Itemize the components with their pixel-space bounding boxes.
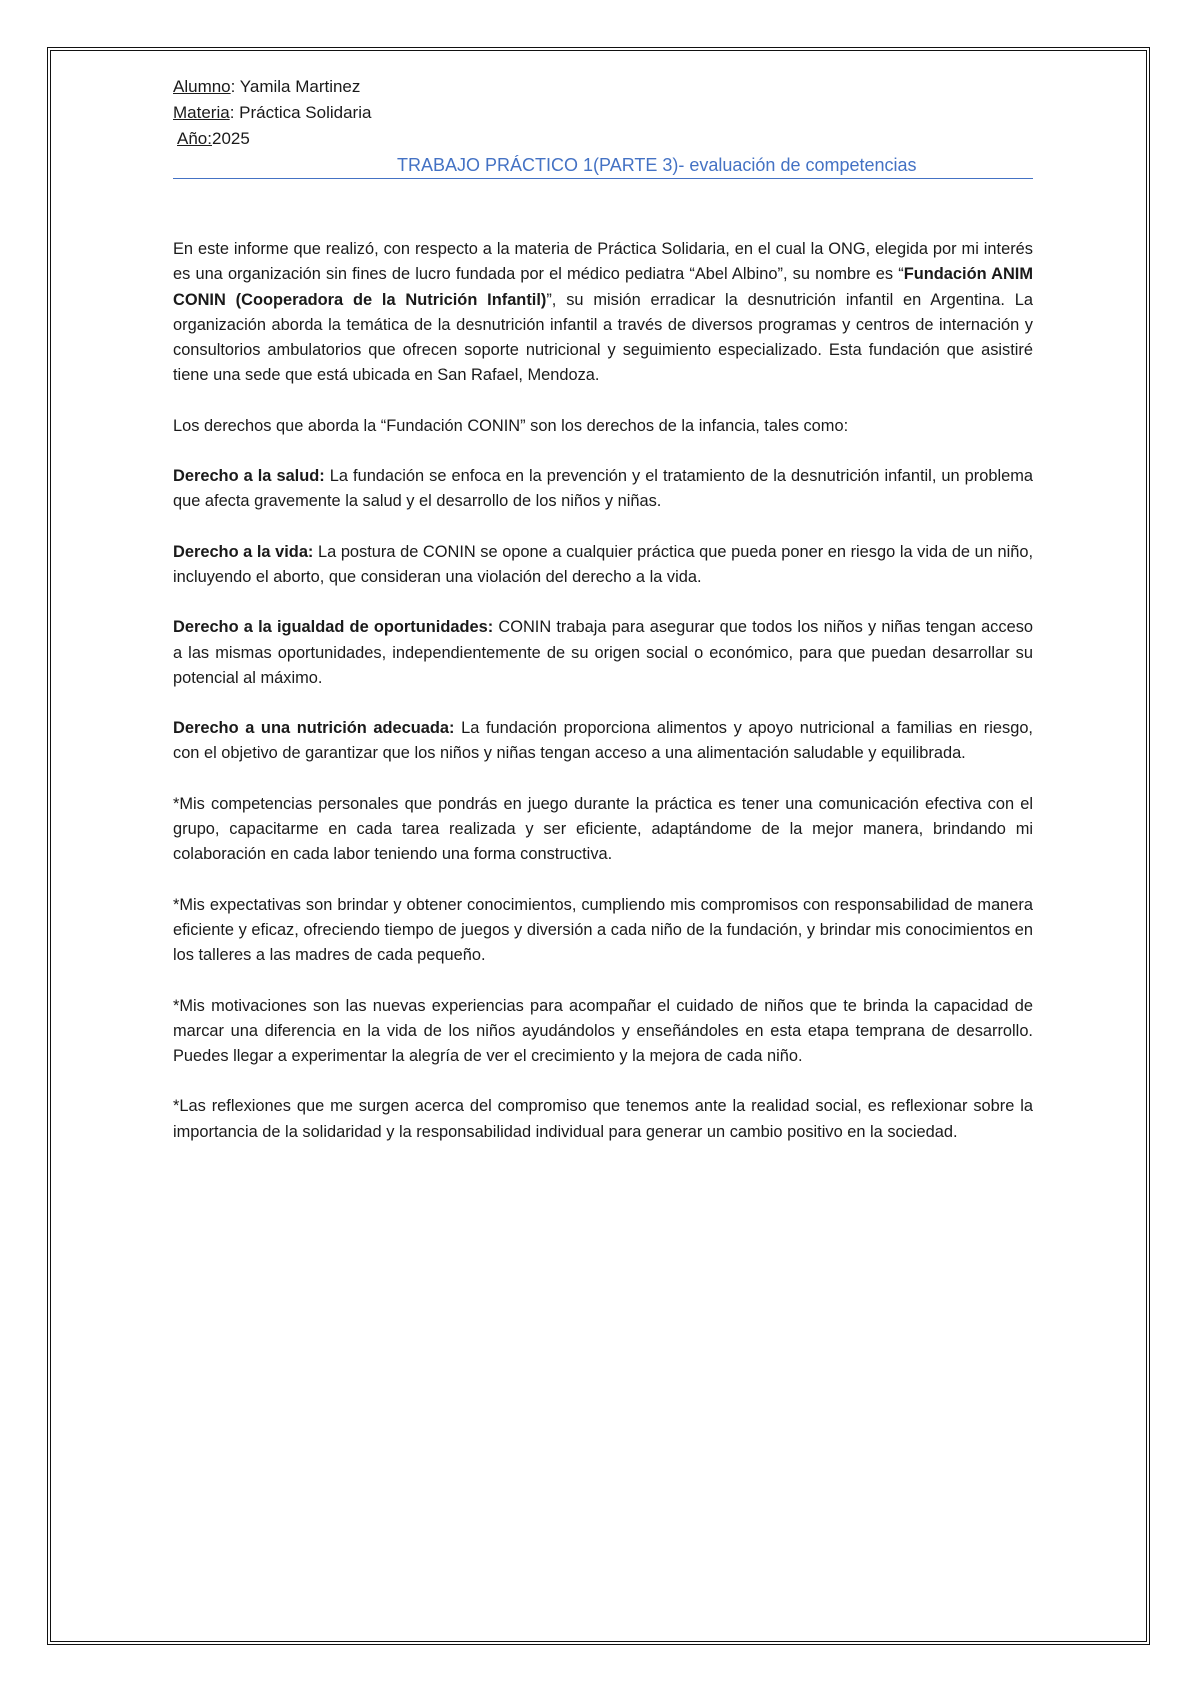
document-body [173, 74, 1033, 1170]
subject-name: Práctica Solidaria [239, 103, 372, 122]
right-paragraph-health [173, 464, 1033, 515]
document-title: TRABAJO PRÁCTICO 1(PARTE 3)- evaluación de competencias [173, 152, 1033, 179]
intro-text-end: ”, su misión erradicar la desnutrición infantil en Argentina. La organización aborda la temática de la desnutrición infantil a través de diversos programas y centros de internación y consultorios ambulatorios que ofrecen soporte nutricional y seguimiento especializado. Esta fundación que asistiré tiene una sede que está ubicada en San Rafael, Mendoza. [173, 290, 1033, 385]
right-label: Derecho a una nutrición adecuada: [173, 719, 455, 738]
right-paragraph-equality [173, 615, 1033, 691]
motivations-paragraph: *Mis motivaciones son las nuevas experiencias para acompañar el cuidado de niños que te brinda la capacidad de marcar una diferencia en la vida de los niños ayudándolos y enseñándoles en esta etapa temprana de desarrollo. Puedes llegar a experimentar la alegría de ver el crecimiento y la mejora de cada niño. [173, 996, 1033, 1066]
right-label: Derecho a la igualdad de oportunidades: [173, 618, 494, 637]
subject-line: Materia: Práctica Solidaria [173, 103, 372, 122]
right-label: Derecho a la salud: [173, 467, 325, 486]
year-label: Año: [177, 129, 212, 148]
reflections-paragraph: *Las reflexiones que me surgen acerca del compromiso que tenemos ante la realidad social, es reflexionar sobre la importancia de la solidaridad y la responsabilidad individual para generar un cambio positivo en la sociedad. [173, 1097, 1033, 1141]
right-paragraph-nutrition [173, 716, 1033, 767]
right-paragraph-life [173, 540, 1033, 591]
year-line [173, 126, 1033, 152]
right-text: La postura de CONIN se opone a cualquier práctica que pueda poner en riesgo la vida de un niño, incluyendo el aborto, que consideran una violación del derecho a la vida. [173, 542, 1033, 586]
competencies-paragraph: *Mis competencias personales que pondrás en juego durante la práctica es tener una comunicación efectiva con el grupo, capacitarme en cada tarea realizada y ser eficiente, adaptándome de la mejor manera, brindando mi colaboración en cada labor teniendo una forma constructiva. [173, 794, 1033, 864]
body-text [173, 237, 1033, 1145]
intro-text-start: En este informe que realizó, con respecto a la materia de Práctica Solidaria, en el cual la ONG, elegida por mi interés es una organización sin fines de lucro fundada por el médico pediatra “Abel Albino”, su nombre es “ [173, 240, 1033, 284]
student-name: Yamila Martinez [239, 77, 361, 96]
rights-intro-paragraph: Los derechos que aborda la “Fundación CONIN” son los derechos de la infancia, tales como: [173, 416, 849, 435]
foundation-name: Fundación ANIM CONIN (Cooperadora de la Nutrición Infantil) [173, 265, 1034, 309]
right-text: La fundación se enfoca en la prevención y el tratamiento de la desnutrición infantil, un problema que afecta gravemente la salud y el desarrollo de los niños y niñas. [173, 467, 1033, 511]
subject-label: Materia [173, 103, 230, 122]
year-value: 2025 [211, 129, 250, 148]
right-label: Derecho a la vida: [173, 542, 314, 561]
right-text: CONIN trabaja para asegurar que todos los niños y niñas tengan acceso a las mismas oportunidades, independientemente de su origen social o económico, para que puedan desarrollar su potencial al máximo. [173, 618, 1033, 687]
intro-paragraph [173, 237, 1033, 389]
right-text: La fundación proporciona alimentos y apoyo nutricional a familias en riesgo, con el objetivo de garantizar que los niños y niñas tengan acceso a una alimentación saludable y equilibrada. [173, 719, 1033, 763]
expectations-paragraph: *Mis expectativas son brindar y obtener conocimientos, cumpliendo mis compromisos con responsabilidad de manera eficiente y eficaz, ofreciendo tiempo de juegos y diversión a cada niño de la fundación, y brindar mis conocimientos en los talleres a las madres de cada pequeño. [173, 895, 1033, 965]
student-label: Alumno [173, 77, 231, 96]
student-line: Alumno: Yamila Martinez [173, 77, 361, 96]
